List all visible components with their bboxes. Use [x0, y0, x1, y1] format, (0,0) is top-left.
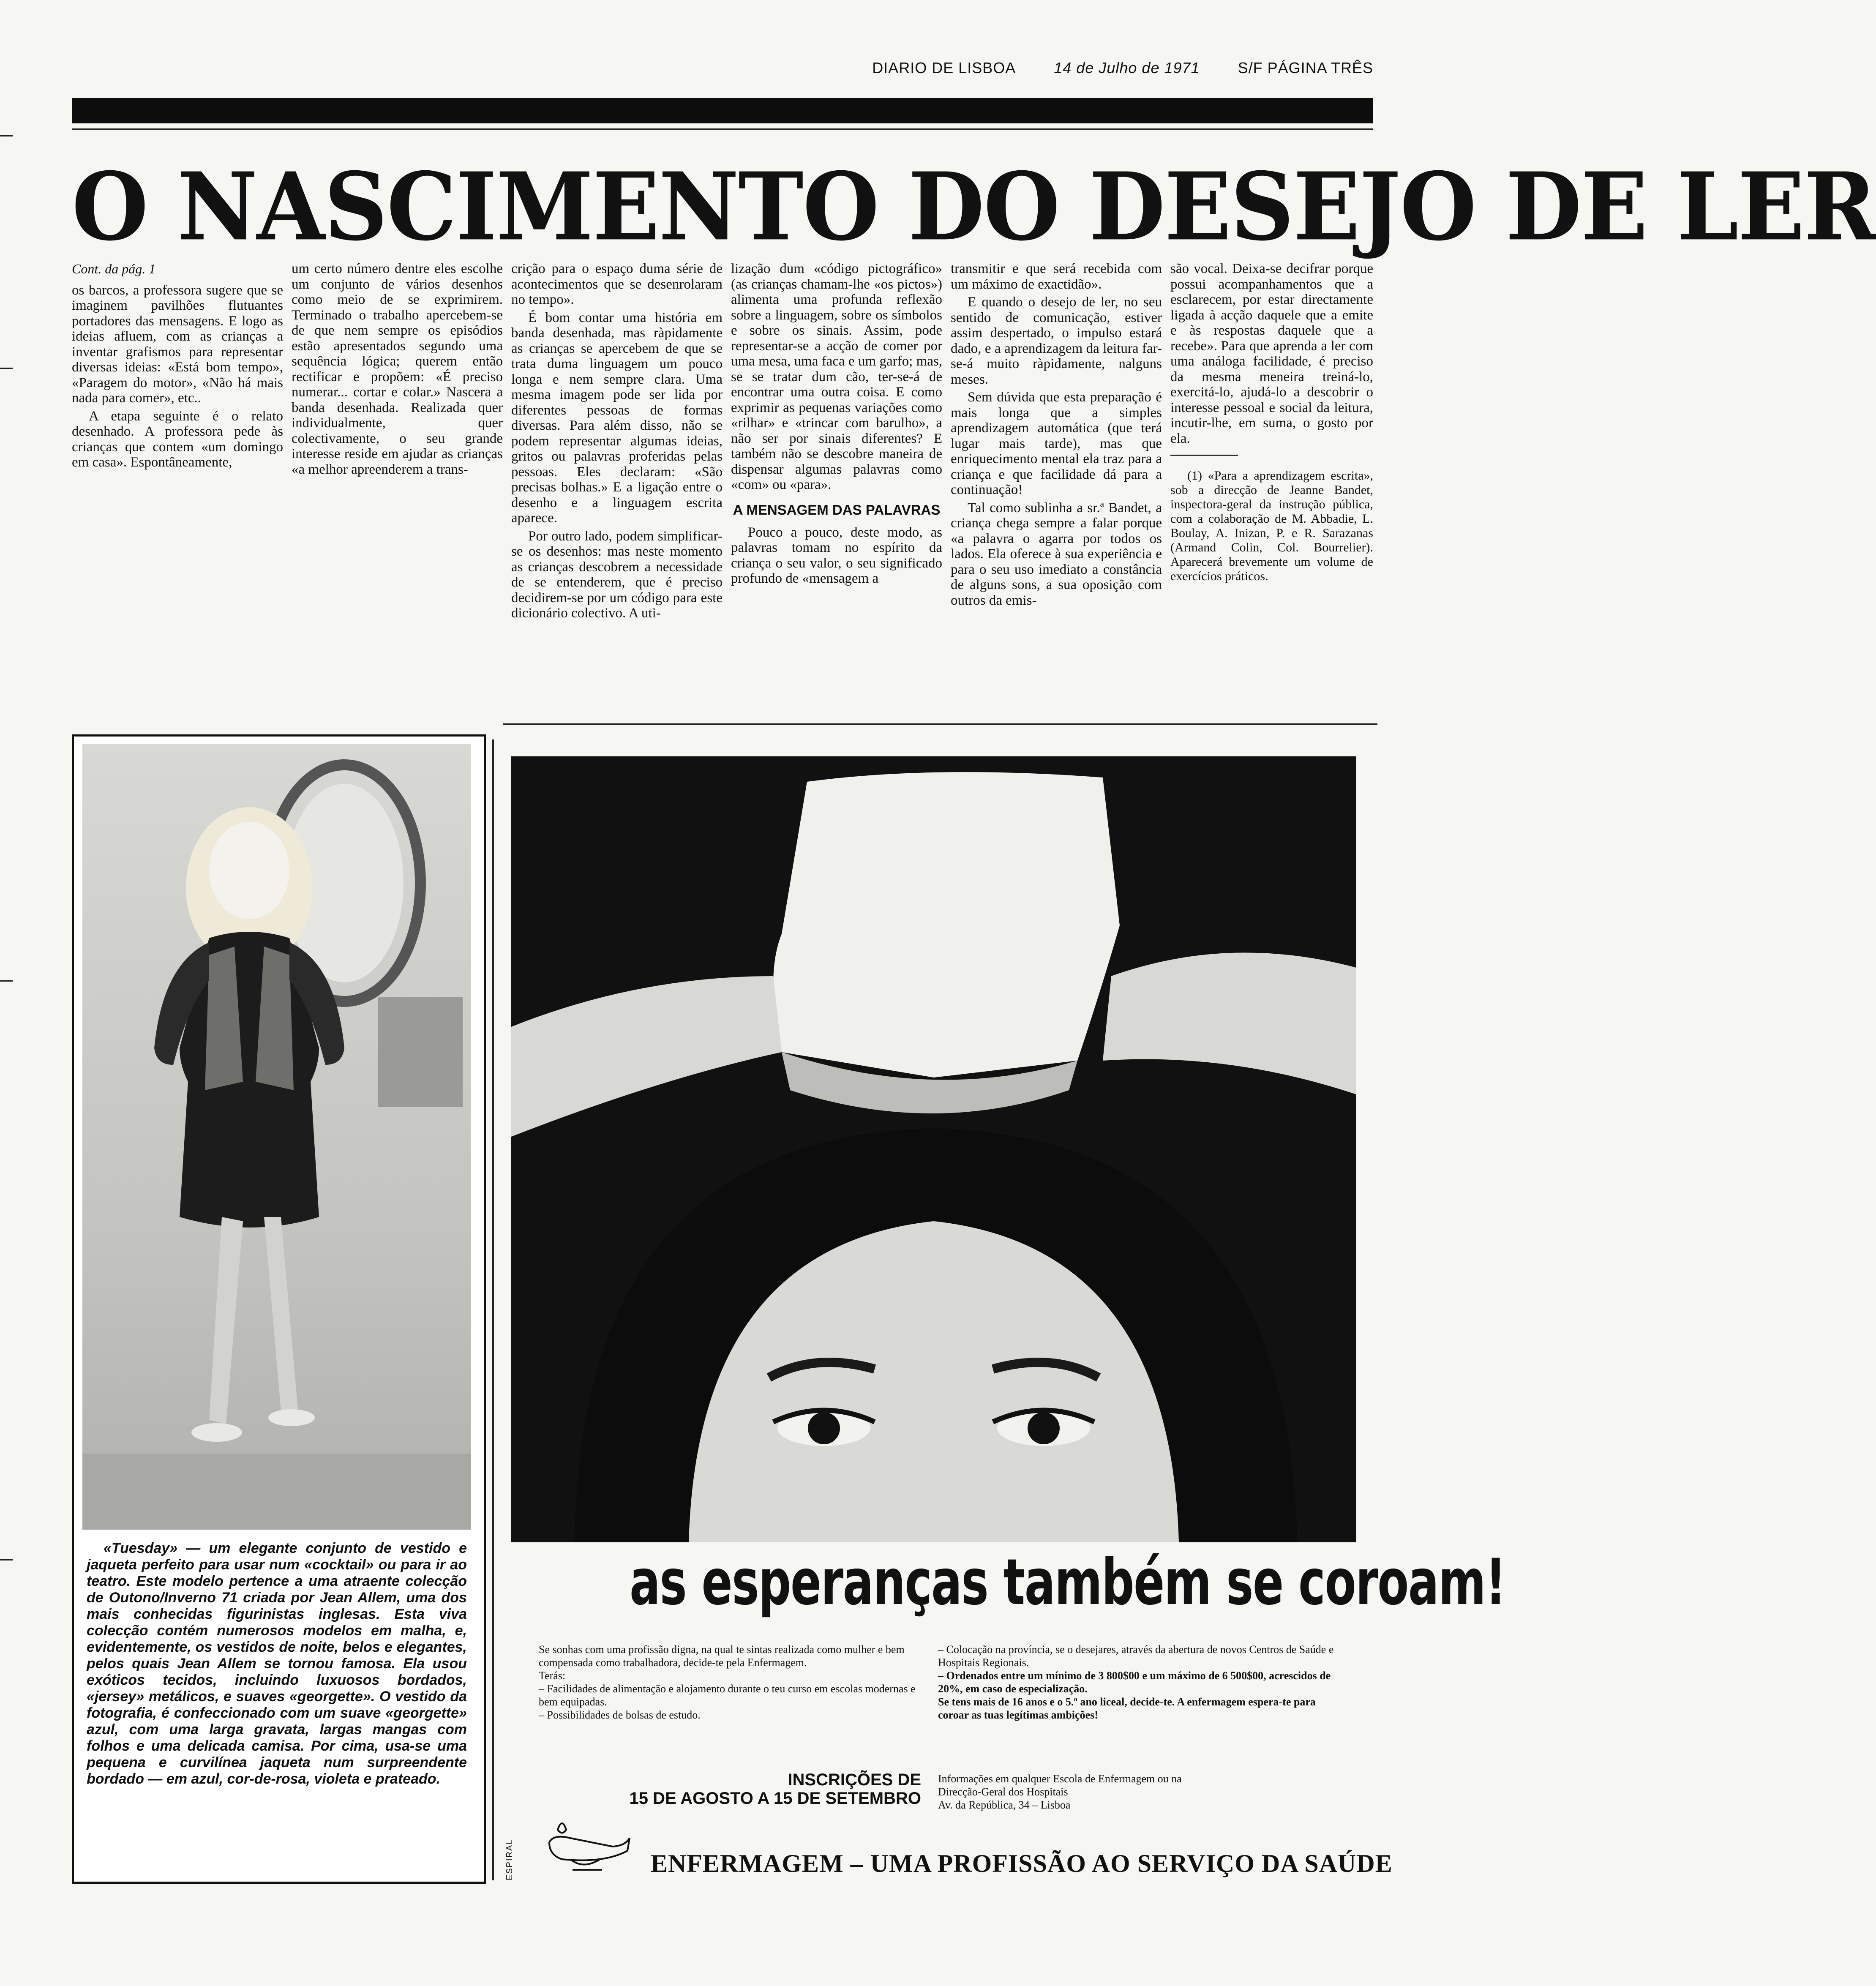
paragraph: os barcos, a professora sugere que se imaginem pavilhões flutuantes portadores das mensagens. E logo as ideias afluem, com as crianças a inventar grafismos para representar diversas ideias: «Está bom tempo», «Paragem do motor», «Não há mais nada para comer», etc..: [72, 282, 283, 406]
subheading: A MENSAGEM DAS PALAVRAS: [733, 502, 941, 518]
continued-from: Cont. da pág. 1: [72, 261, 156, 276]
paragraph: Sem dúvida que esta preparação é mais longa que a simples aprendizagem automática (que terá lugar mais tarde), mas que enriquecimento mental ela traz para a criança e que facilidade dá para a continuação!: [951, 390, 1162, 497]
info-address: [938, 1772, 1318, 1819]
page-number: S/F PÁGINA TRÊS: [1238, 59, 1373, 76]
info-line: Av. da República, 34 – Lisboa: [938, 1799, 1071, 1811]
header-rule-bar: [72, 98, 1373, 123]
headline: O NASCIMENTO DO DESEJO DE LER: [72, 152, 1876, 262]
paragraph: são vocal. Deixa-se decifrar porque possui acompanhamentos que a esclarecem, por estar directamente ligada à acção daquele que a emite e às respostas daquele que a recebe». Para que aprenda a ler com uma análoga facilidade, é preciso da mesma meneira treiná-lo, exercitá-lo, ajudá-lo a descobrir o interesse pessoal e social da leitura, incutir-lhe, em suma, o gosto por ela.: [1170, 261, 1373, 446]
paragraph: lização dum «código pictográfico» (as crianças chamam-lhe «os pictos») alimenta uma profunda reflexão sobre a linguagem, sobre os símbolos e sobre os sinais. Assim, pode representar-se a acção de comer por uma mesa, uma faca e um garfo; mas, se se tratar dum cão, ter-se-á de encontrar uma outra coisa. E como exprimir as pequenas variações como «rilhar» e «trincar com barulho», a não ser por sinais diferentes? E também não se descobre maneira de dispensar algumas palavras como «com» ou «para».: [731, 261, 942, 492]
edge-mark: [0, 1559, 13, 1560]
oil-lamp-icon: [537, 1813, 634, 1880]
ad-paragraph: – Possibilidades de bolsas de estudo.: [539, 1709, 701, 1721]
inscription-label: INSCRIÇÕES DE: [788, 1770, 921, 1789]
ad-paragraph: Se sonhas com uma profissão digna, na qual te sintas realizada como mulher e bem compensada como trabalhadora, decide-te pela Enfermagem.: [539, 1643, 905, 1669]
article-column-2: [292, 261, 503, 722]
article-column-5: [951, 261, 1162, 722]
ad-paragraph: – Colocação na província, se o desejares, através da abertura de novos Centros de Saúde e Hospitais Regionais.: [938, 1643, 1334, 1669]
paragraph: E quando o desejo de ler, no seu sentido de comunicação, estiver assim despertado, o impulso estará dado, e a aprendizagem da leitura far-se-á muito ràpidamente, nalguns meses.: [951, 295, 1162, 387]
model-illustration: [82, 744, 471, 1530]
paragraph: A etapa seguinte é o relato desenhado. A professora pede às crianças que contem «um domingo em casa». Espontâneamente,: [72, 408, 283, 470]
paragraph: É bom contar uma história em banda desenhada, mas ràpidamente as crianças se apercebem de que se trata duma linguagem um pouco longa e nem sempre clara. Uma mesma imagem pode ser lida por diferentes pessoas de formas diversas. Para além disso, não se podem representar algumas ideias, gritos ou palavras proferidas pelas pessoas. Eles declaram: «São precisas bolhas.» E a ligação entre o desenho e a linguagem escrita aparece.: [511, 310, 723, 526]
edge-mark: [0, 980, 13, 982]
fashion-photo: [82, 744, 471, 1530]
info-line: Direcção-Geral dos Hospitais: [938, 1786, 1068, 1798]
paragraph: um certo número dentre eles escolhe um conjunto de vários desenhos como meio de se exprimirem. Terminado o trabalho apercebem-se de que nem sempre os episódios estão apresentados segundo uma sequência lógica; querem então rectificar e propõem: «É preciso numerar... cortar e colar.» Nascera a banda desenhada. Realizada quer individualmente, quer colectivamente, o seu grande interesse reside em ajudar as crianças «a melhor apreenderem a trans-: [292, 261, 503, 477]
ad-slogan: as esperanças também se coroam!: [630, 1546, 1506, 1619]
article-column-3: [511, 261, 723, 722]
ad-paragraph: – Facilidades de alimentação e alojamento durante o teu curso em escolas modernas e bem equipadas.: [539, 1683, 916, 1708]
edge-mark: [0, 135, 13, 136]
article-column-1: [72, 261, 283, 722]
header-rule-thin: [72, 128, 1373, 130]
section-divider: [503, 723, 1377, 725]
paragraph: crição para o espaço duma série de acontecimentos que se desenrolaram no tempo».: [511, 261, 723, 307]
ad-paragraph: Terás:: [539, 1670, 566, 1682]
issue-date: 14 de Julho de 1971: [1054, 59, 1200, 76]
paragraph: transmitir e que será recebida com um máximo de exactidão».: [951, 261, 1162, 292]
footnote: (1) «Para a aprendizagem escrita», sob a direcção de Jeanne Bandet, inspectora-geral da instrução pública, com a colaboração de M. Abbadie, L. Boulay, A. Inizan, P. e R. Sarazanas (Armand Colin, Col. Bourrelier). Aparecerá brevemente um volume de exercícios práticos.: [1170, 469, 1373, 583]
ad-footer: ENFERMAGEM – UMA PROFISSÃO AO SERVIÇO DA SAÚDE: [651, 1850, 1393, 1877]
article-column-6: [1170, 261, 1373, 722]
newspaper-name: DIARIO DE LISBOA: [872, 59, 1016, 76]
fashion-caption: «Tuesday» — um elegante conjunto de vestido e jaqueta perfeito para usar num «cocktail» ou para ir ao teatro. Este modelo pertence a uma atraente colecção de Outono/Inverno 71 criada por Jean Allem, uma dos mais conhecidas figurinistas inglesas. Esta viva colecção contém numerosos modelos em malha, e, evidentemente, os vestidos de noite, belos e elegantes, pelos quais Jean Allem se tornou famosa. Ela usou exóticos tecidos, incluindo luxuosos bordados, «jersey» metálicos, e suaves «georgette». O vestido da fotografia, é confeccionado com um suave «georgette» azul, com uma larga gravata, largas mangas com folhos e uma delicada camisa. Por cima, usa-se uma pequena e curvilínea jaqueta num surpreendente bordado — em azul, cor-de-rosa, violeta e prateado.: [87, 1540, 467, 1787]
info-line: Informações em qualquer Escola de Enfermagem ou na: [938, 1773, 1182, 1785]
ad-paragraph: – Ordenados entre um mínimo de 3 800$00 e um máximo de 6 500$00, acrescidos de 20%, em caso de especialização.: [938, 1670, 1331, 1695]
page-header: [72, 59, 1373, 85]
article-column-4: [731, 261, 942, 722]
inscription-dates: [625, 1770, 921, 1821]
paragraph: Tal como sublinha a sr.ª Bandet, a criança chega sempre a falar porque «a palavra o agarra por todos os lados. Ela oferece à sua experiência e para o seu uso imediato a constância de alguns sons, a sua oposição com outros da emis-: [951, 500, 1162, 608]
ad-paragraph: Se tens mais de 16 anos e o 5.º ano liceal, decide-te. A enfermagem espera-te para coroar as tuas legítimas ambições!: [938, 1696, 1316, 1721]
column-divider: [492, 739, 494, 1880]
ad-text-right: [938, 1643, 1344, 1782]
footnote-rule: [1170, 455, 1238, 456]
edge-mark: [0, 368, 13, 369]
inscription-period: 15 DE AGOSTO A 15 DE SETEMBRO: [629, 1789, 921, 1808]
paragraph: Por outro lado, podem simplificar-se os desenhos: mas neste momento as crianças descobrem a necessidade de se entenderem, que é preciso decidirem-se por um código para este dicionário colectivo. A uti-: [511, 528, 723, 621]
agency-credit: ESPIRAL: [505, 1839, 514, 1880]
nurse-cap-photo: [511, 756, 1356, 1542]
paragraph: Pouco a pouco, deste modo, as palavras tomam no espírito da criança o seu valor, o seu significado profundo de «mensagem a: [731, 524, 942, 586]
nurse-cap-illustration: [511, 756, 1356, 1542]
